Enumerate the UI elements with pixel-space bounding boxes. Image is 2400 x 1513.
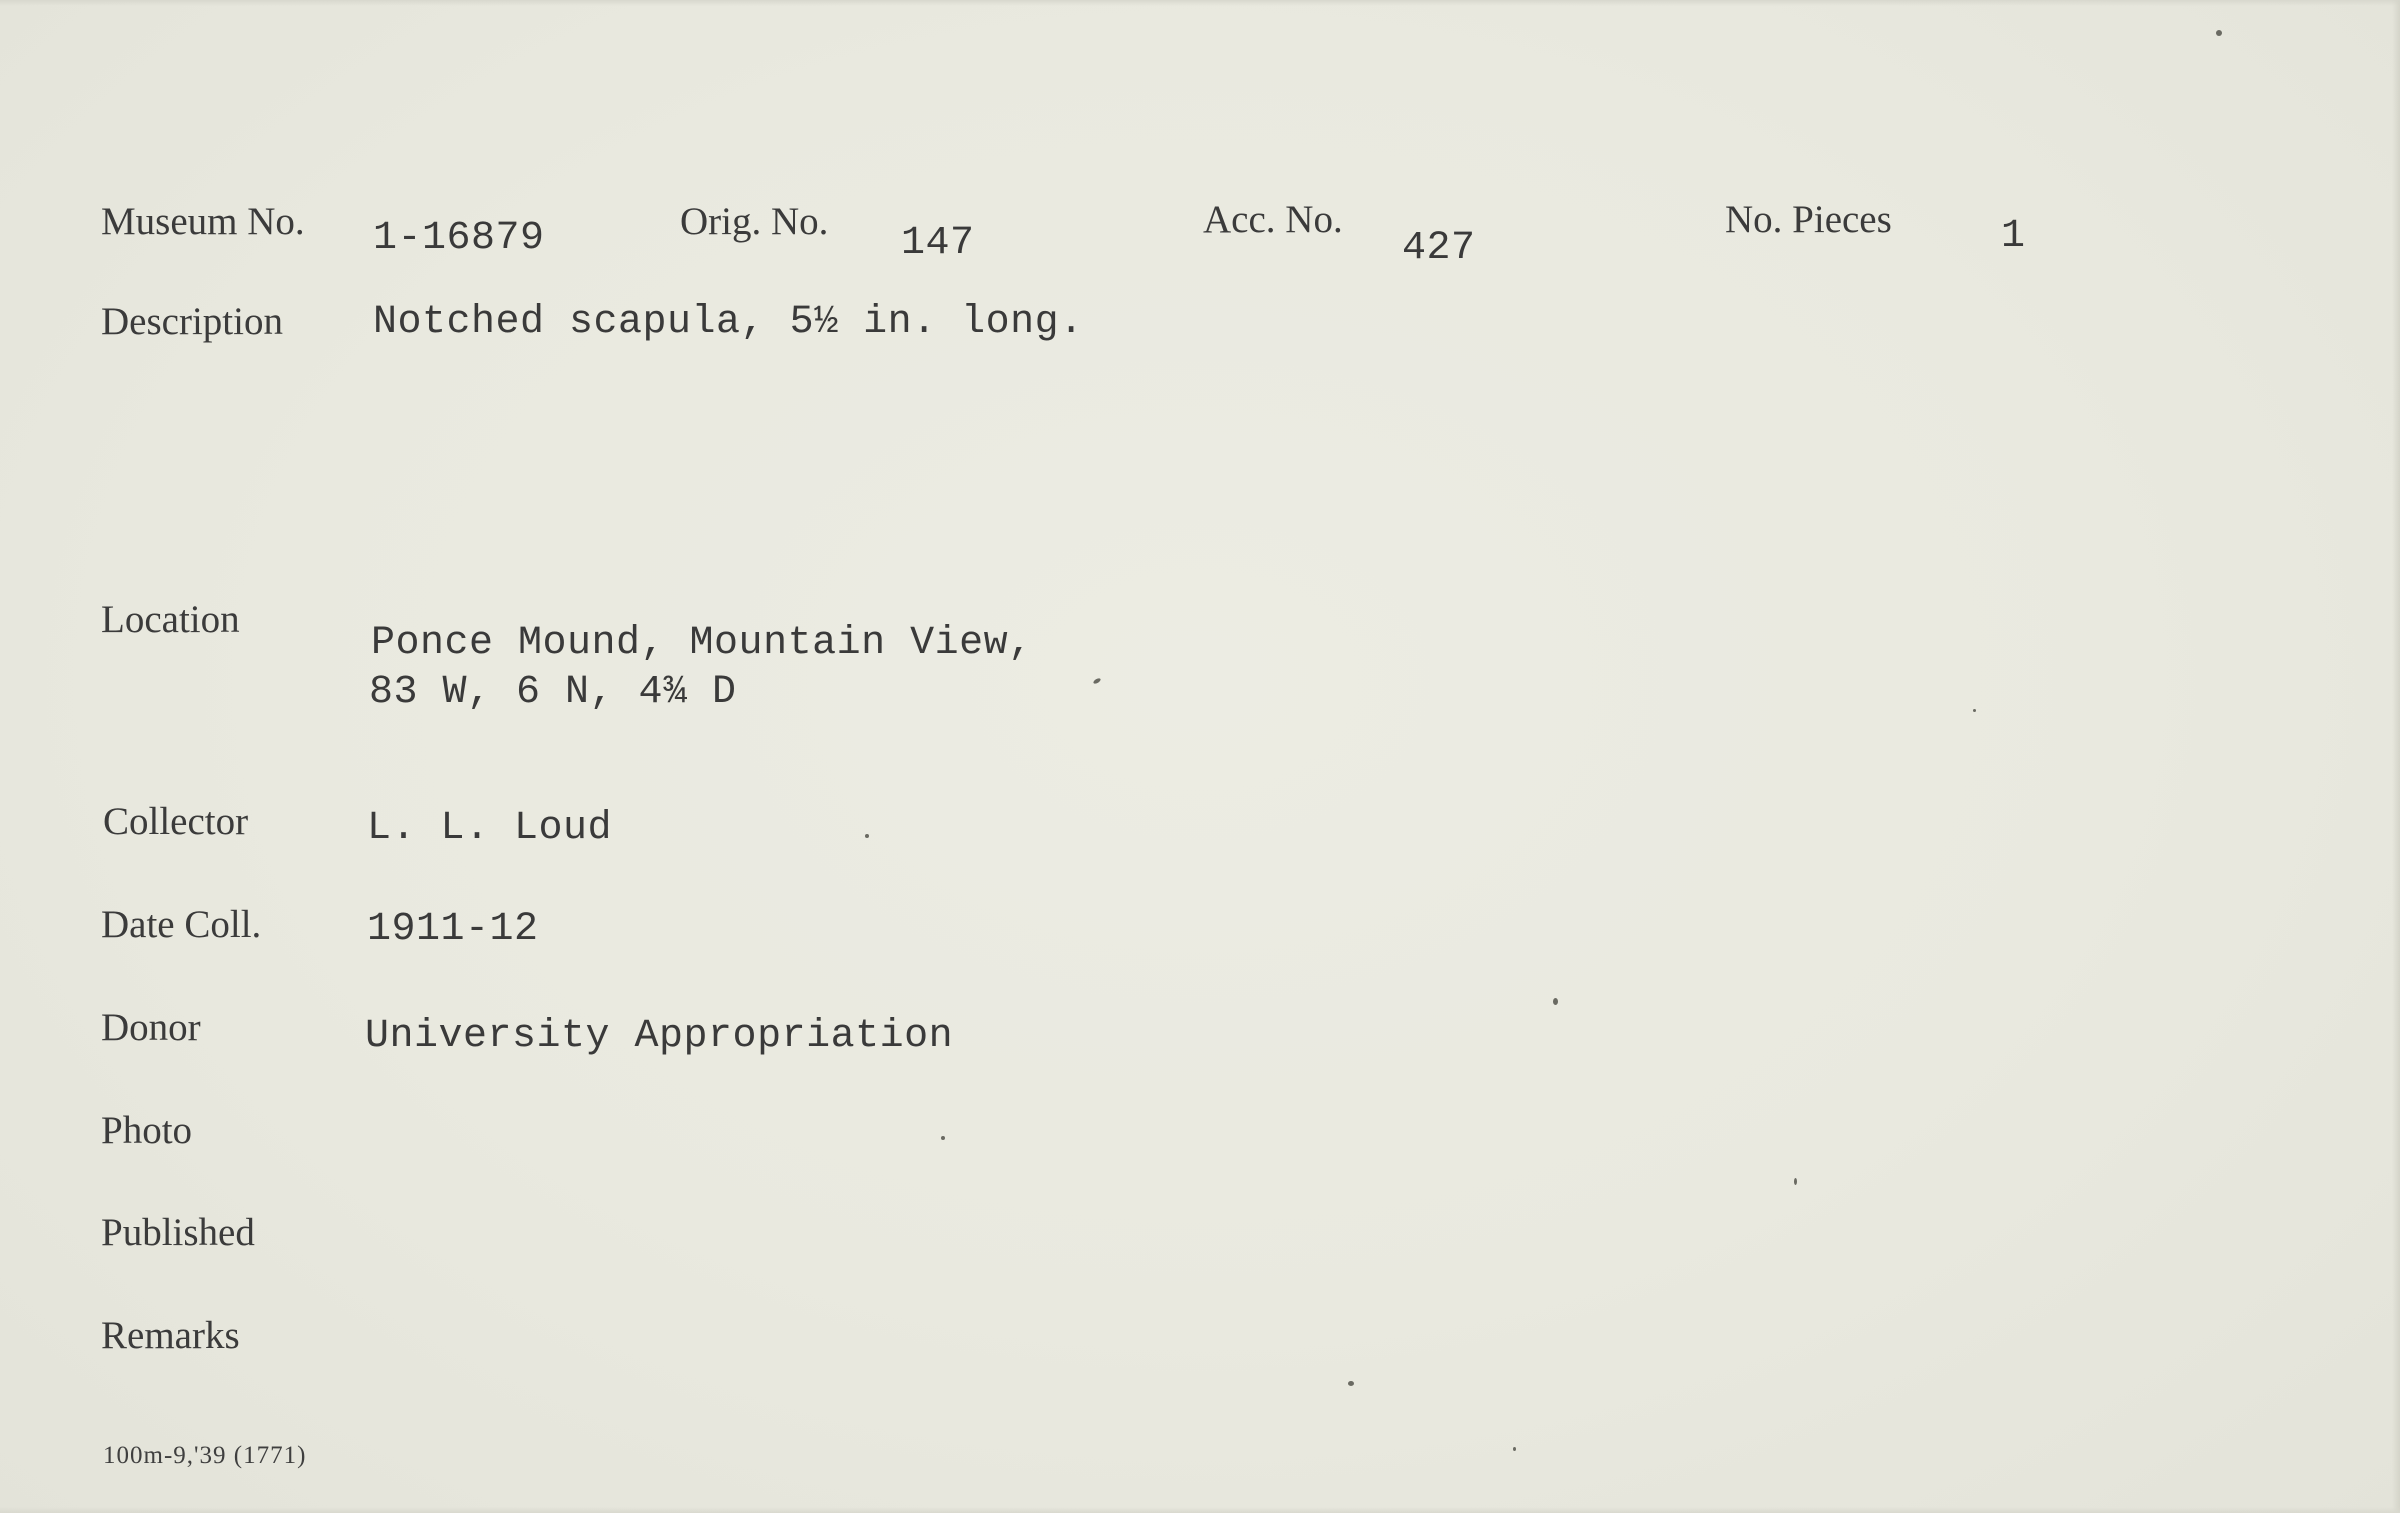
acc-no-label: Acc. No. <box>1203 198 1343 241</box>
date-coll-label: Date Coll. <box>101 903 262 946</box>
ink-speck <box>2216 30 2222 36</box>
ink-speck <box>865 834 869 838</box>
location-value-line2: 83 W, 6 N, 4¾ D <box>369 670 737 715</box>
ink-speck <box>1348 1381 1354 1386</box>
photo-label: Photo <box>101 1109 193 1152</box>
ink-speck <box>1513 1447 1516 1451</box>
date-coll-value: 1911-12 <box>367 907 539 952</box>
museum-no-value: 1-16879 <box>373 216 545 261</box>
acc-no-value: 427 <box>1402 226 1476 271</box>
description-value: Notched scapula, 5½ in. long. <box>373 300 1084 345</box>
no-pieces-value: 1 <box>2001 214 2026 259</box>
ink-speck <box>1973 709 1976 712</box>
no-pieces-label: No. Pieces <box>1725 198 1892 241</box>
card-right-edge <box>2392 0 2400 1513</box>
location-value-line1: Ponce Mound, Mountain View, <box>371 621 1033 666</box>
description-label: Description <box>101 300 283 343</box>
museum-no-label: Museum No. <box>101 200 305 243</box>
location-label: Location <box>101 598 240 641</box>
ink-speck <box>1093 677 1102 684</box>
donor-value: University Appropriation <box>365 1014 954 1059</box>
card-top-edge <box>0 0 2400 6</box>
remarks-label: Remarks <box>101 1314 240 1357</box>
ink-speck <box>1794 1178 1797 1185</box>
print-code: 100m-9,'39 (1771) <box>103 1442 307 1469</box>
ink-speck <box>941 1136 945 1140</box>
collector-value: L. L. Loud <box>367 806 613 851</box>
published-label: Published <box>101 1211 255 1254</box>
orig-no-value: 147 <box>901 221 975 266</box>
orig-no-label: Orig. No. <box>680 200 829 243</box>
card-bottom-edge <box>0 1507 2400 1513</box>
collector-label: Collector <box>103 800 249 843</box>
donor-label: Donor <box>101 1006 201 1049</box>
ink-speck <box>1553 998 1558 1005</box>
